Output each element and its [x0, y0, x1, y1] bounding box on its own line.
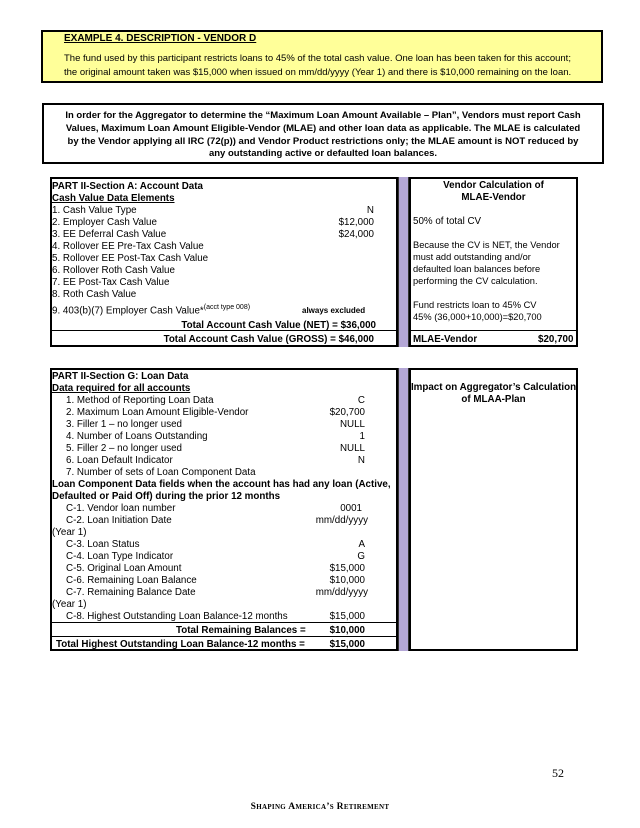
c4-label: C-4. Loan Type Indicator: [66, 551, 174, 562]
section-g-row-label: 4. Number of Loans Outstanding: [66, 431, 208, 442]
example-text-line-2: the original amount taken was $15,000 when issued on mm/dd/yyyy (Year 1) and there is $10,000 remaining on the loan.: [64, 67, 572, 78]
intro-line-2: Values, Maximum Loan Amount Eligible-Vendor (MLAE) and other loan data as applicable. The MLAE is calculated: [65, 123, 581, 134]
c2-label: C-2. Loan Initiation Date: [66, 515, 172, 526]
section-a-row-label: 2. Employer Cash Value: [52, 217, 157, 228]
section-a-row-label: 6. Rollover Roth Cash Value: [52, 265, 175, 276]
c7-year: (Year 1): [52, 599, 87, 610]
vendor-calc-note-2: defaulted loan balances before: [413, 264, 541, 274]
total-highest-value: $15,000: [329, 639, 365, 650]
section-a-row-value: N: [366, 205, 374, 216]
page-number: 52: [552, 766, 564, 780]
vendor-calc-heading-2: MLAE-Vendor: [461, 192, 526, 203]
section-g-row-label: 7. Number of sets of Loan Component Data: [66, 467, 256, 478]
section-a-separator: [398, 177, 409, 347]
section-g-row-value: $20,700: [329, 407, 365, 418]
c8-label: C-8. Highest Outstanding Loan Balance-12 months: [66, 611, 288, 622]
section-a-row-value: $12,000: [338, 217, 374, 228]
c4-value: G: [357, 551, 365, 562]
mlae-vendor-value: $20,700: [538, 334, 574, 345]
impact-heading-2: of MLAA-Plan: [461, 394, 526, 405]
section-a-heading: PART II-Section A: Account Data: [52, 181, 203, 192]
total-gross: Total Account Cash Value (GROSS) = $46,000: [163, 334, 374, 345]
vendor-calc-note-3: Fund restricts loan to 45% CV: [413, 300, 537, 310]
section-a-row9-sup: (acct type 008): [203, 304, 251, 311]
section-a-row-label: 7. EE Post-Tax Cash Value: [52, 277, 170, 288]
total-net: Total Account Cash Value (NET) = $36,000: [181, 320, 376, 331]
total-remaining-label: Total Remaining Balances =: [176, 625, 306, 636]
c7-label: C-7. Remaining Balance Date: [66, 587, 196, 598]
section-g-row-value: NULL: [339, 443, 365, 454]
section-g-row-label: 3. Filler 1 – no longer used: [66, 419, 182, 430]
section-g-row-value: N: [357, 455, 365, 466]
impact-box: [409, 368, 578, 651]
vendor-calc-note-2: Because the CV is NET, the Vendor: [413, 240, 560, 250]
total-highest-label: Total Highest Outstanding Loan Balance-12 months =: [56, 639, 305, 650]
example-text-line-1: The fund used by this participant restricts loans to 45% of the total cash value. One loan has been taken for this account;: [64, 53, 571, 64]
vendor-calc-note-2: performing the CV calculation.: [413, 276, 538, 286]
mlae-vendor-label: MLAE-Vendor: [413, 334, 478, 345]
vendor-calc-divider: [409, 330, 578, 331]
section-a-row-value: $24,000: [338, 229, 374, 240]
impact-heading-1: Impact on Aggregator’s Calculation: [410, 382, 577, 393]
section-g-row-label: 5. Filler 2 – no longer used: [66, 443, 182, 454]
c7-value: mm/dd/yyyy: [315, 587, 368, 598]
section-g-row-value: C: [357, 395, 365, 406]
c5-value: $15,000: [329, 563, 365, 574]
c8-value: $15,000: [329, 611, 365, 622]
example-title: EXAMPLE 4. DESCRIPTION - VENDOR D: [64, 33, 257, 44]
always-excluded-note: always excluded: [302, 306, 366, 315]
intro-line-3: by the Vendor applying all IRC (72(p)) and Vendor Product restrictions only; the MLAE amount is NOT reduced by: [67, 136, 579, 147]
section-a-row-label: 8. Roth Cash Value: [52, 289, 137, 300]
vendor-calc-note-2: must add outstanding and/or: [413, 252, 531, 262]
section-g-heading: PART II-Section G: Loan Data: [52, 371, 189, 382]
total-remaining-value: $10,000: [329, 625, 365, 636]
section-a-row9: [52, 304, 250, 316]
section-g-divider-2: [50, 636, 398, 637]
section-g-subheading: Data required for all accounts: [52, 383, 191, 394]
c1-label: C-1. Vendor loan number: [66, 503, 176, 514]
c6-value: $10,000: [329, 575, 365, 586]
c2-year: (Year 1): [52, 527, 87, 538]
section-g-divider-1: [50, 622, 398, 623]
section-g-row-value: 1: [359, 431, 365, 442]
c3-label: C-3. Loan Status: [66, 539, 140, 550]
section-g-row-label: 2. Maximum Loan Amount Eligible-Vendor: [66, 407, 249, 418]
section-g-row-value: NULL: [339, 419, 365, 430]
section-g-row-label: 1. Method of Reporting Loan Data: [66, 395, 214, 406]
section-a-row-label: 3. EE Deferral Cash Value: [52, 229, 167, 240]
c3-value: A: [358, 539, 365, 550]
c2-value: mm/dd/yyyy: [315, 515, 368, 526]
intro-line-1: In order for the Aggregator to determine the “Maximum Loan Amount Available – Plan”, Vendors must report Cash: [65, 110, 581, 121]
vendor-calc-heading-1: Vendor Calculation of: [443, 180, 544, 191]
c1-value: 0001: [340, 503, 362, 514]
footer: Shaping America’s Retirement: [250, 802, 390, 812]
section-a-row9-label: 9. 403(b)(7) Employer Cash Value*: [52, 305, 204, 317]
vendor-calc-note-3: 45% (36,000+10,000)=$20,700: [413, 312, 542, 322]
section-a-row-label: 1. Cash Value Type: [52, 205, 137, 216]
component-heading-1: Loan Component Data fields when the account has had any loan (Active,: [52, 479, 391, 490]
section-g-row-label: 6. Loan Default Indicator: [66, 455, 173, 466]
c5-label: C-5. Original Loan Amount: [66, 563, 182, 574]
section-a-row-label: 4. Rollover EE Pre-Tax Cash Value: [52, 241, 204, 252]
section-g-separator: [398, 368, 409, 651]
section-a-subheading: Cash Value Data Elements: [52, 193, 175, 204]
c6-label: C-6. Remaining Loan Balance: [66, 575, 197, 586]
component-heading-2: Defaulted or Paid Off) during the prior 12 months: [52, 491, 281, 502]
intro-line-4: any outstanding active or defaulted loan balances.: [208, 148, 438, 159]
vendor-calc-note-1: 50% of total CV: [413, 216, 482, 227]
section-a-row-label: 5. Rollover EE Post-Tax Cash Value: [52, 253, 209, 264]
